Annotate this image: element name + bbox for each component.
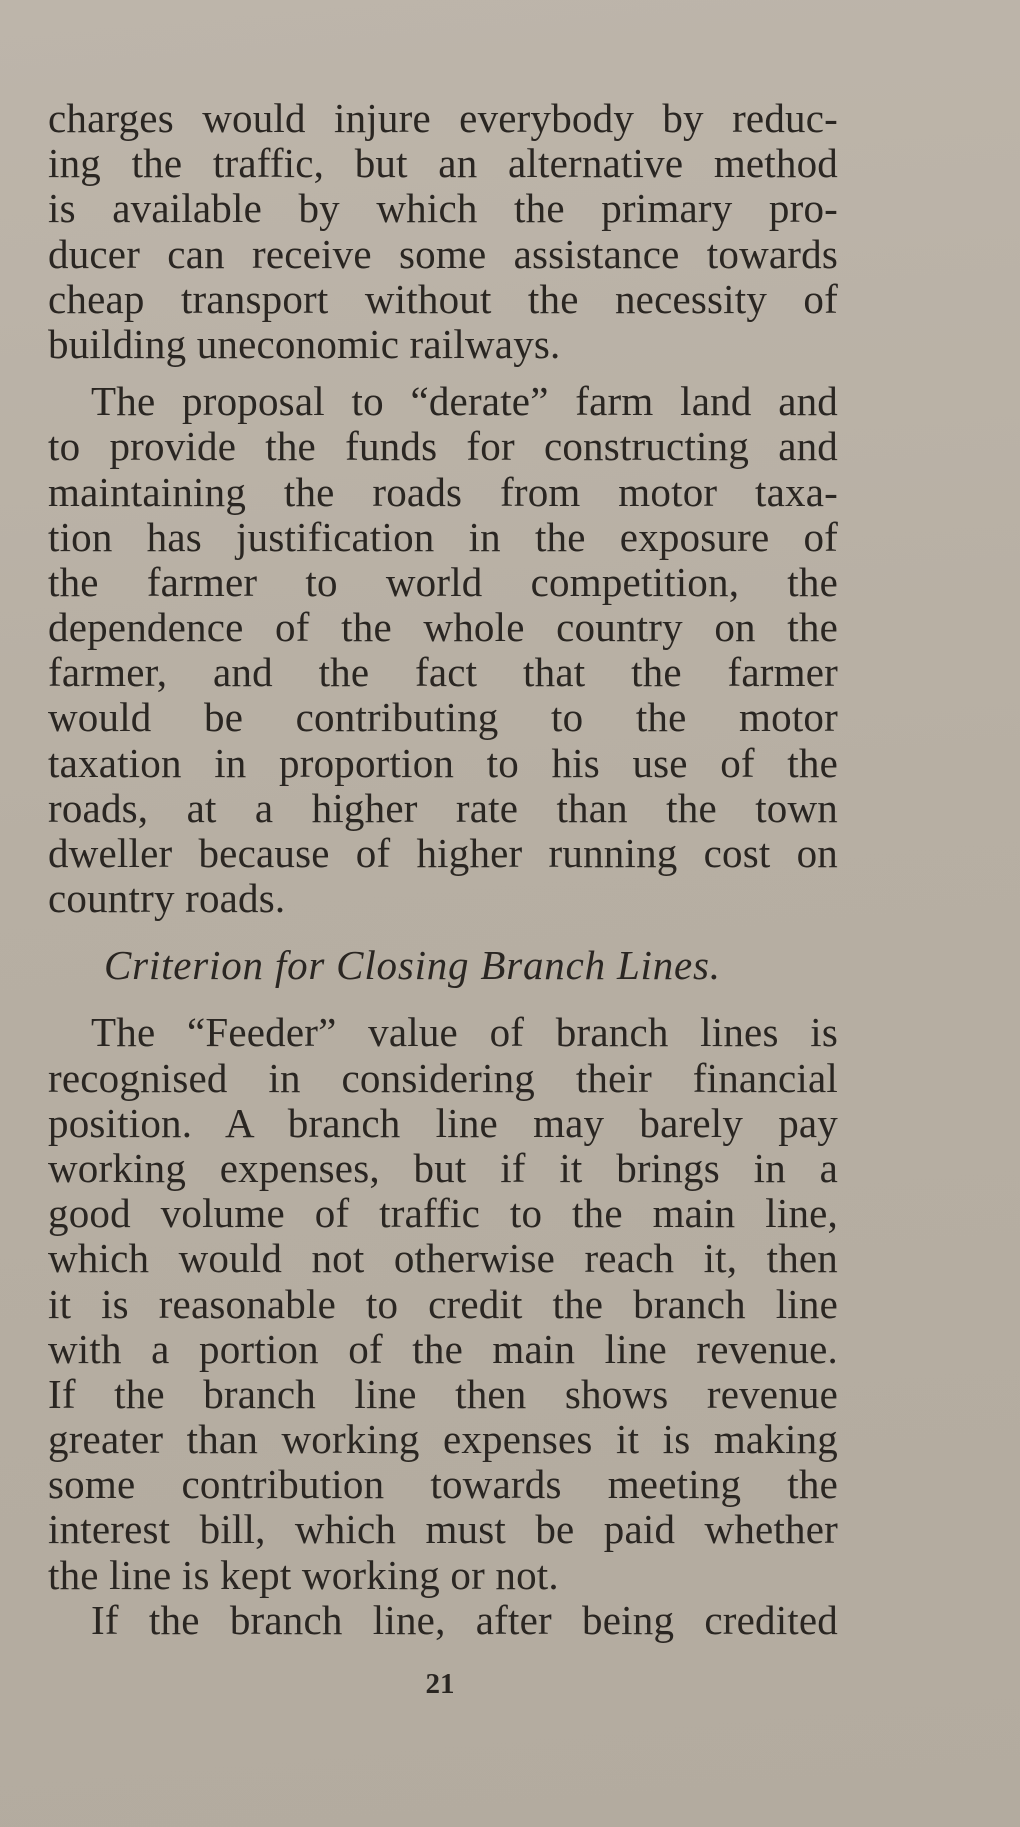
text-line: roads, at a higher rate than the town — [48, 784, 838, 831]
paragraph-4 — [48, 1598, 838, 1643]
text-line: country roads. — [48, 875, 286, 922]
text-line: taxation in proportion to his use of the — [48, 739, 838, 786]
text-line: the line is kept working or not. — [48, 1551, 559, 1598]
text-line: tion has justification in the exposure of — [48, 513, 838, 560]
text-line: ducer can receive some assistance towards — [48, 230, 838, 277]
text-line: with a portion of the main line revenue. — [48, 1325, 838, 1372]
page-number: 21 — [425, 1668, 455, 1700]
page-body — [48, 96, 838, 1643]
text-line: dependence of the whole country on the — [48, 604, 838, 651]
text-line: working expenses, but if it brings in a — [48, 1144, 838, 1191]
text-line: If the branch line then shows revenue — [48, 1370, 838, 1417]
text-line: The proposal to “derate” farm land and — [91, 378, 838, 425]
text-line: which would not otherwise reach it, then — [48, 1235, 838, 1282]
paragraph-3 — [48, 1010, 838, 1597]
text-line: would be contributing to the motor — [48, 694, 838, 741]
text-line: is available by which the primary pro- — [48, 185, 838, 232]
text-line: greater than working expenses it is making — [48, 1416, 838, 1463]
text-line: farmer, and the fact that the farmer — [48, 649, 838, 696]
text-line: ing the traffic, but an alternative method — [48, 140, 838, 187]
text-line: maintaining the roads from motor taxa- — [48, 468, 838, 515]
text-line: good volume of traffic to the main line, — [48, 1190, 838, 1237]
text-line: the farmer to world competition, the — [48, 558, 838, 605]
text-line: cheap transport without the necessity of — [48, 275, 838, 322]
text-line: interest bill, which must be paid whether — [48, 1506, 838, 1553]
section-heading: Criterion for Closing Branch Lines. — [104, 942, 721, 989]
text-line: charges would injure everybody by reduc- — [48, 95, 838, 141]
paragraph-2 — [48, 379, 838, 921]
text-line: The “Feeder” value of branch lines is — [91, 1009, 838, 1056]
text-line: some contribution towards meeting the — [48, 1461, 838, 1508]
text-line: to provide the funds for constructing and — [48, 423, 838, 470]
text-line: building uneconomic railways. — [48, 320, 561, 367]
text-line: If the branch line, after being credited — [91, 1596, 838, 1643]
text-line: recognised in considering their financial — [48, 1054, 838, 1101]
paragraph-1 — [48, 96, 838, 367]
text-line: it is reasonable to credit the branch line — [48, 1280, 838, 1327]
text-line: dweller because of higher running cost on — [48, 830, 838, 876]
text-line: position. A branch line may barely pay — [48, 1099, 838, 1146]
